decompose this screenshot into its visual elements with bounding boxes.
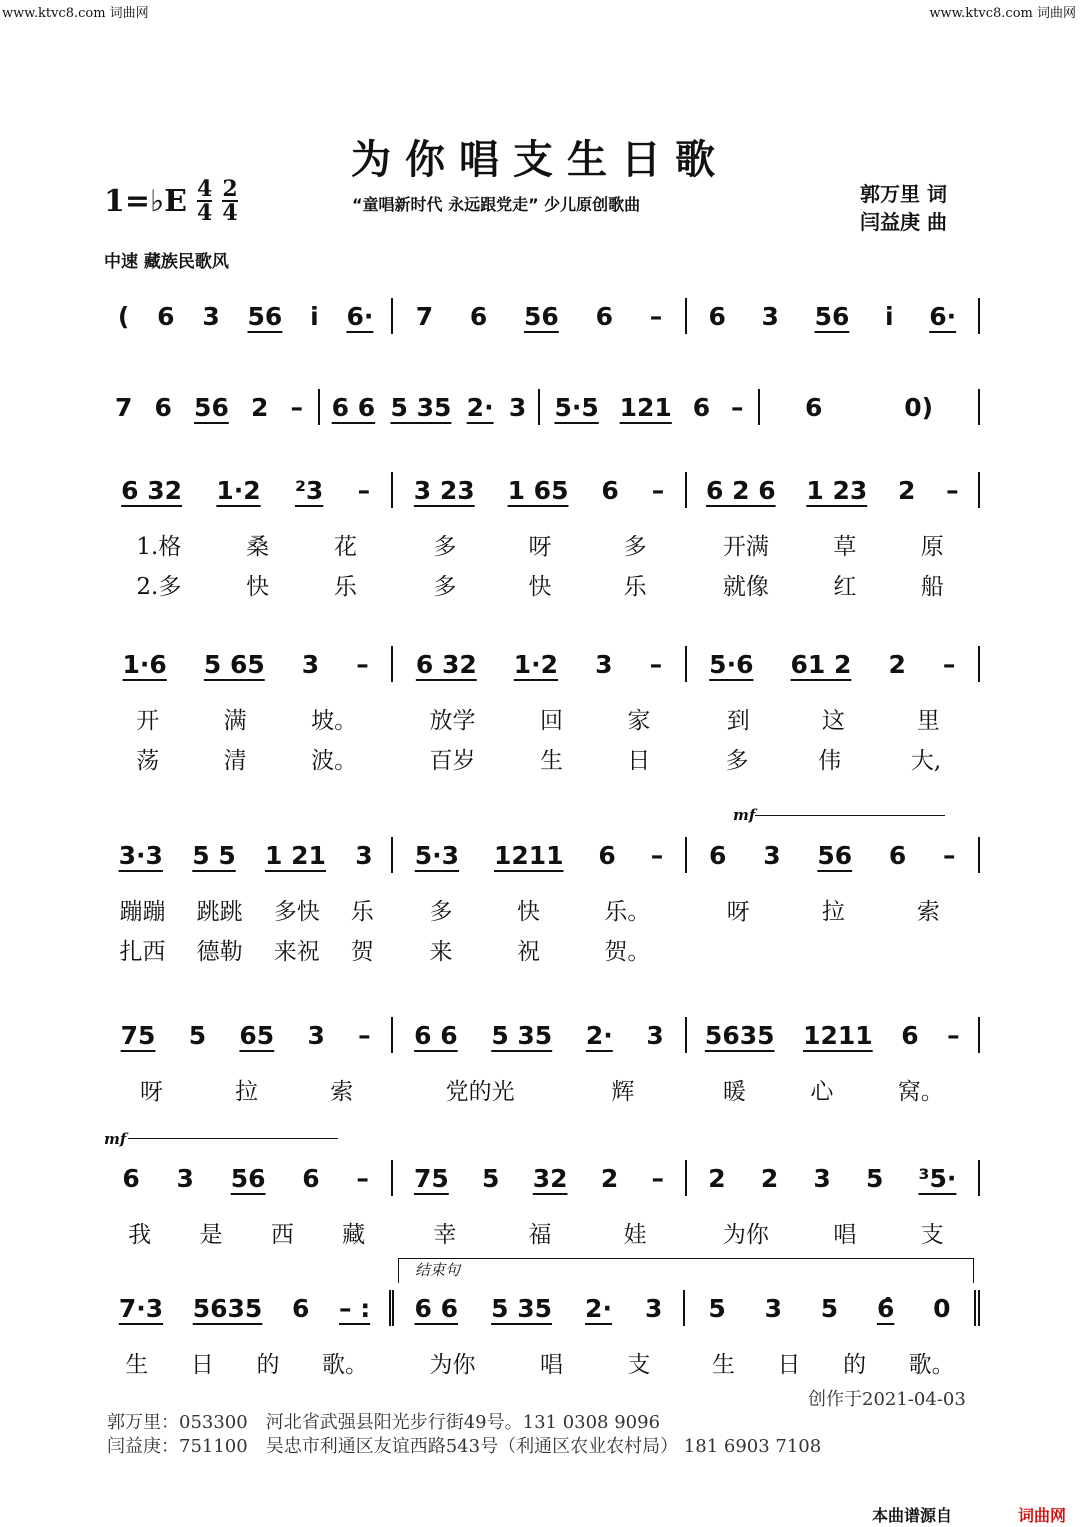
note: 3	[764, 1293, 782, 1323]
lyric-word: 日	[190, 1351, 214, 1378]
note: 6·	[929, 301, 957, 331]
note: 3	[301, 649, 320, 679]
note: 6	[595, 301, 613, 331]
note: 5 35	[390, 392, 452, 422]
lyric-measure	[100, 933, 393, 966]
lyric-measure	[393, 1216, 686, 1249]
note: 5	[482, 1163, 500, 1193]
lyric-measure	[687, 702, 980, 735]
note: 2·	[466, 392, 494, 422]
lyricist: 郭万里 词	[860, 182, 947, 206]
lyric-word: 索	[330, 1078, 354, 1105]
lyric-word: 大,	[910, 747, 942, 774]
address-composer: 闫益庚：751100 吴忠市利通区友谊西路543号（利通区农业农村局） 181 6903 7108	[107, 1436, 822, 1457]
lyric-word: 的	[256, 1351, 280, 1378]
creation-date: 创作于2021-04-03	[808, 1389, 966, 1410]
lyric-word: 德勒	[196, 938, 243, 965]
note: 6	[302, 1163, 320, 1193]
lyric-word: 乐	[350, 898, 374, 925]
lyrics-verse-1	[100, 889, 980, 929]
note: 6	[601, 475, 619, 505]
note: 6	[804, 392, 823, 422]
note: i	[885, 301, 894, 331]
address-lyricist: 郭万里：053300 河北省武强县阳光步行街49号。131 0308 9096	[107, 1412, 661, 1433]
lyric-word: 乐。	[604, 898, 651, 925]
lyric-word: 荡	[136, 747, 160, 774]
staff-system	[100, 1158, 980, 1252]
lyric-word: 乐	[623, 573, 647, 600]
note: 3	[595, 649, 613, 679]
lyric-word: 索	[916, 898, 940, 925]
note: 61 2	[790, 649, 852, 679]
key-signature	[104, 178, 238, 224]
note: 3	[307, 1020, 325, 1050]
composer: 闫益庚 曲	[860, 210, 947, 234]
lyric-measure	[687, 1346, 980, 1379]
note: –	[946, 475, 959, 505]
note: –	[356, 649, 369, 679]
lyric-word: 呀	[528, 533, 552, 560]
lyric-word: 呀	[140, 1078, 164, 1105]
note: –	[649, 649, 663, 679]
measure	[394, 1290, 685, 1326]
note: 2	[897, 475, 916, 505]
dynamic-mf: mf	[104, 1130, 127, 1148]
measure	[687, 837, 980, 873]
note: 6 6	[414, 1293, 459, 1323]
lyric-word: 贺	[350, 938, 374, 965]
measure	[100, 472, 393, 508]
lyric-measure	[100, 1216, 393, 1249]
measure	[393, 1160, 686, 1196]
lyric-measure	[100, 1346, 393, 1379]
lyric-word: 乐	[333, 573, 357, 600]
note: 7	[115, 392, 133, 422]
lyric-measure	[687, 893, 980, 926]
measure	[687, 472, 980, 508]
note: ³5·	[918, 1163, 957, 1193]
lyric-word: 娃	[623, 1221, 647, 1248]
lyric-word: 辉	[611, 1078, 635, 1105]
note: 5	[188, 1020, 207, 1050]
note: 75	[413, 1163, 449, 1193]
note: 3	[176, 1163, 194, 1193]
note: 5	[820, 1293, 839, 1323]
lyrics-verse-2	[100, 929, 980, 969]
note: 1 23	[806, 475, 868, 505]
lyric-word: 坡。	[311, 707, 358, 734]
measure	[540, 389, 760, 425]
lyric-word: 心	[810, 1078, 834, 1105]
lyric-word: 1.格	[136, 533, 182, 560]
lyric-word: 放学	[429, 707, 476, 734]
note: 5	[708, 1293, 726, 1323]
lyric-word: 多	[429, 898, 453, 925]
lyrics-verse-1	[100, 1342, 980, 1382]
notes-row	[100, 1015, 980, 1055]
note: 56	[814, 301, 850, 331]
key: 1=♭E	[104, 183, 188, 219]
lyric-word: 草	[833, 533, 857, 560]
staff-system	[100, 1015, 980, 1109]
note: 6	[901, 1020, 919, 1050]
measure	[393, 646, 686, 682]
lyrics-verse-1	[100, 1069, 980, 1109]
note: 6	[154, 392, 172, 422]
measure	[687, 1160, 980, 1196]
lyric-word: 花	[333, 533, 357, 560]
measure	[100, 837, 393, 873]
note: 2·	[585, 1020, 613, 1050]
note: 6	[291, 1293, 310, 1323]
note: 1·2	[216, 475, 261, 505]
lyric-word: 日	[777, 1351, 801, 1378]
lyric-word: 暖	[722, 1078, 746, 1105]
lyric-word: 就像	[722, 573, 769, 600]
note: 32	[532, 1163, 568, 1193]
lyric-word: 快	[528, 573, 552, 600]
note: 6̂	[876, 1293, 895, 1323]
note: 1 65	[507, 475, 569, 505]
note: –	[651, 1163, 664, 1193]
note: 1 21	[265, 840, 326, 870]
lyric-word: 快	[516, 898, 540, 925]
note: 3	[813, 1163, 831, 1193]
note: 3 23	[413, 475, 475, 505]
lyric-word: 百岁	[429, 747, 476, 774]
note: 6	[708, 301, 726, 331]
source-site[interactable]: 词曲网	[1018, 1506, 1067, 1525]
lyric-word: 拉	[235, 1078, 259, 1105]
lyric-measure	[393, 933, 686, 966]
notes-row	[100, 296, 980, 336]
ending-bracket	[398, 1258, 974, 1283]
lyric-word: 扎西	[119, 938, 166, 965]
measure	[100, 1160, 393, 1196]
lyric-word: 支	[920, 1221, 944, 1248]
dynamic-mf: mf	[733, 806, 756, 824]
crescendo-line	[128, 1138, 338, 1139]
lyric-word: 福	[528, 1221, 552, 1248]
lyric-word: 回	[539, 707, 563, 734]
measure	[100, 298, 393, 334]
measure	[100, 646, 393, 682]
notes-row	[100, 644, 980, 684]
lyric-word: 来祝	[273, 938, 320, 965]
ending-label: 结束句	[415, 1261, 461, 1279]
staff-system	[100, 644, 980, 778]
note: 6	[157, 301, 175, 331]
lyric-word: 多快	[273, 898, 320, 925]
note: 56	[230, 1163, 266, 1193]
note: 56	[524, 301, 559, 331]
lyric-measure	[100, 568, 393, 601]
lyric-word: 生	[539, 747, 563, 774]
note: 6 32	[121, 475, 183, 505]
note: –	[942, 649, 956, 679]
measure	[100, 389, 320, 425]
note: 121	[619, 392, 672, 422]
note: 2	[250, 392, 269, 422]
note: 6	[709, 840, 727, 870]
note: 5 35	[491, 1020, 553, 1050]
denominator: 4	[222, 200, 238, 226]
lyric-measure	[393, 568, 686, 601]
note: 5635	[192, 1293, 263, 1323]
lyric-measure	[100, 742, 393, 775]
measure	[687, 1017, 980, 1053]
note: –	[357, 475, 371, 505]
note: –	[947, 1020, 960, 1050]
lyric-measure	[687, 1073, 980, 1106]
note: 7·3	[118, 1293, 164, 1323]
note: 6·	[346, 301, 374, 331]
note: –	[358, 1020, 371, 1050]
lyric-word: 桑	[246, 533, 270, 560]
lyric-word: 跳跳	[196, 898, 243, 925]
note: (	[117, 301, 130, 331]
note: 5635	[704, 1020, 775, 1050]
measure	[760, 389, 980, 425]
numerator: 4	[197, 176, 213, 202]
lyric-word: 幸	[433, 1221, 457, 1248]
measure	[393, 1017, 686, 1053]
lyric-measure	[687, 742, 980, 775]
lyric-word: 贺。	[604, 938, 651, 965]
notes-row	[100, 1288, 980, 1328]
lyrics-verse-2	[100, 738, 980, 778]
note: 5	[865, 1163, 884, 1193]
lyric-word: 开满	[722, 533, 769, 560]
note: 3	[645, 1293, 663, 1323]
lyric-word: 窝。	[897, 1078, 944, 1105]
lyric-word: 里	[916, 707, 940, 734]
note: 6	[692, 392, 711, 422]
measure	[393, 298, 686, 334]
note: 56	[194, 392, 229, 422]
note: 2·	[585, 1293, 612, 1323]
lyric-word: 藏	[342, 1221, 366, 1248]
note: –	[356, 1163, 369, 1193]
measure	[685, 1290, 980, 1326]
lyric-word: 为你	[429, 1351, 476, 1378]
measure	[100, 1017, 393, 1053]
lyrics-verse-1	[100, 1212, 980, 1252]
lyric-measure	[393, 742, 686, 775]
lyric-word: 歌。	[322, 1351, 369, 1378]
source-label: 本曲谱源自	[872, 1506, 953, 1525]
note: 65	[239, 1020, 275, 1050]
note: 2	[760, 1163, 779, 1193]
lyric-word: 生	[125, 1351, 149, 1378]
lyric-word: 开	[136, 707, 160, 734]
lyric-word: 清	[223, 747, 247, 774]
lyric-measure	[100, 528, 393, 561]
note: 3	[202, 301, 220, 331]
note: 6	[888, 840, 907, 870]
tempo-marking: 中速 藏族民歌风	[104, 252, 229, 272]
note: 2	[708, 1163, 726, 1193]
crescendo-line	[755, 815, 945, 816]
staff-system	[100, 387, 980, 427]
lyric-word: 红	[833, 573, 857, 600]
lyric-word: 是	[199, 1221, 223, 1248]
staff-system	[100, 470, 980, 604]
lyric-word: 为你	[722, 1221, 769, 1248]
lyric-word: 快	[246, 573, 270, 600]
measure	[320, 389, 540, 425]
note: 56	[247, 301, 283, 331]
measure	[687, 298, 980, 334]
lyric-word: 拉	[821, 898, 845, 925]
note: –	[650, 840, 664, 870]
note: –	[651, 475, 665, 505]
note: 1·2	[513, 649, 559, 679]
lyric-word: 我	[128, 1221, 152, 1248]
lyric-measure	[393, 893, 686, 926]
lyric-word: 到	[726, 707, 750, 734]
staff-system	[100, 296, 980, 336]
note: 6 32	[415, 649, 477, 679]
lyric-measure	[100, 893, 393, 926]
note: 0)	[904, 392, 934, 422]
lyric-word: 日	[627, 747, 651, 774]
lyric-measure	[100, 1073, 393, 1106]
lyric-measure	[393, 1073, 686, 1106]
lyric-word: 多	[433, 533, 457, 560]
measure	[100, 1290, 394, 1326]
lyric-word: 多	[623, 533, 647, 560]
note: 5 5	[192, 840, 236, 870]
note: 6 6	[414, 1020, 458, 1050]
note: 1211	[493, 840, 564, 870]
watermark-left[interactable]: www.ktvc8.com 词曲网	[2, 6, 149, 21]
notes-row	[100, 1158, 980, 1198]
lyric-measure	[393, 1346, 686, 1379]
note: 3	[761, 301, 779, 331]
note: 5·6	[709, 649, 754, 679]
lyric-measure	[100, 702, 393, 735]
lyric-measure	[687, 528, 980, 561]
credits	[860, 180, 947, 236]
note: 6	[122, 1163, 140, 1193]
lyric-word: 唱	[539, 1351, 563, 1378]
staff-system	[100, 1288, 980, 1382]
note: 56	[817, 840, 853, 870]
note: –	[731, 392, 744, 422]
note: 3	[646, 1020, 664, 1050]
lyric-word: 蹦蹦	[119, 898, 166, 925]
note: –	[649, 301, 663, 331]
note: 75	[120, 1020, 156, 1050]
note: 6 2 6	[706, 475, 776, 505]
note: –	[943, 840, 956, 870]
note: 3	[355, 840, 373, 870]
lyric-word: 伟	[818, 747, 842, 774]
measure	[393, 472, 686, 508]
notes-row	[100, 835, 980, 875]
note: 1·6	[122, 649, 167, 679]
note: 6	[469, 301, 488, 331]
lyrics-verse-1	[100, 524, 980, 564]
lyric-word: 这	[821, 707, 845, 734]
lyric-word: 原	[920, 533, 944, 560]
lyric-word: 祝	[516, 938, 540, 965]
note: ²3	[294, 475, 324, 505]
lyric-word: 唱	[833, 1221, 857, 1248]
lyric-word: 歌。	[908, 1351, 955, 1378]
lyric-word: 呀	[726, 898, 750, 925]
note: 6	[598, 840, 616, 870]
note: 5 35	[491, 1293, 552, 1323]
lyric-word: 波。	[311, 747, 358, 774]
watermark-right[interactable]: www.ktvc8.com 词曲网	[929, 6, 1076, 21]
lyric-measure	[687, 568, 980, 601]
note: 0	[933, 1293, 951, 1323]
lyric-word: 党的光	[445, 1078, 515, 1105]
lyric-word: 多	[725, 747, 749, 774]
lyric-word: 多	[433, 573, 457, 600]
note: –	[290, 392, 303, 422]
lyric-measure	[687, 1216, 980, 1249]
lyric-word: 2.多	[136, 573, 182, 600]
lyric-word: 支	[627, 1351, 651, 1378]
staff-system	[100, 835, 980, 969]
note: 5·5	[554, 392, 599, 422]
note: – :	[338, 1293, 371, 1323]
time-signature-4-4	[197, 178, 212, 224]
lyric-word: 家	[627, 707, 651, 734]
note: 6 6	[331, 392, 376, 422]
time-signature-2-4	[222, 178, 237, 224]
lyric-word: 的	[843, 1351, 867, 1378]
subtitle: “童唱新时代 永远跟党走” 少儿原创歌曲	[352, 195, 641, 214]
note: 7	[415, 301, 434, 331]
song-title: 为你唱支生日歌	[351, 136, 729, 183]
measure	[687, 646, 980, 682]
lyric-word: 满	[223, 707, 247, 734]
note: i	[310, 301, 319, 331]
lyrics-verse-2	[100, 564, 980, 604]
note: 5 65	[203, 649, 265, 679]
measure	[393, 837, 686, 873]
note: 5·3	[414, 840, 460, 870]
lyric-word: 来	[429, 938, 453, 965]
note: 3·3	[118, 840, 163, 870]
note: 3	[763, 840, 781, 870]
notes-row	[100, 470, 980, 510]
note: 2	[888, 649, 906, 679]
numerator: 2	[222, 176, 238, 202]
notes-row	[100, 387, 980, 427]
note: 2	[600, 1163, 619, 1193]
note: 1211	[803, 1020, 873, 1050]
lyric-word: 生	[711, 1351, 735, 1378]
note: 3	[508, 392, 527, 422]
lyric-word: 船	[920, 573, 944, 600]
lyrics-verse-1	[100, 698, 980, 738]
lyric-measure	[393, 702, 686, 735]
denominator: 4	[197, 200, 213, 226]
lyric-measure	[393, 528, 686, 561]
lyric-word: 西	[270, 1221, 294, 1248]
